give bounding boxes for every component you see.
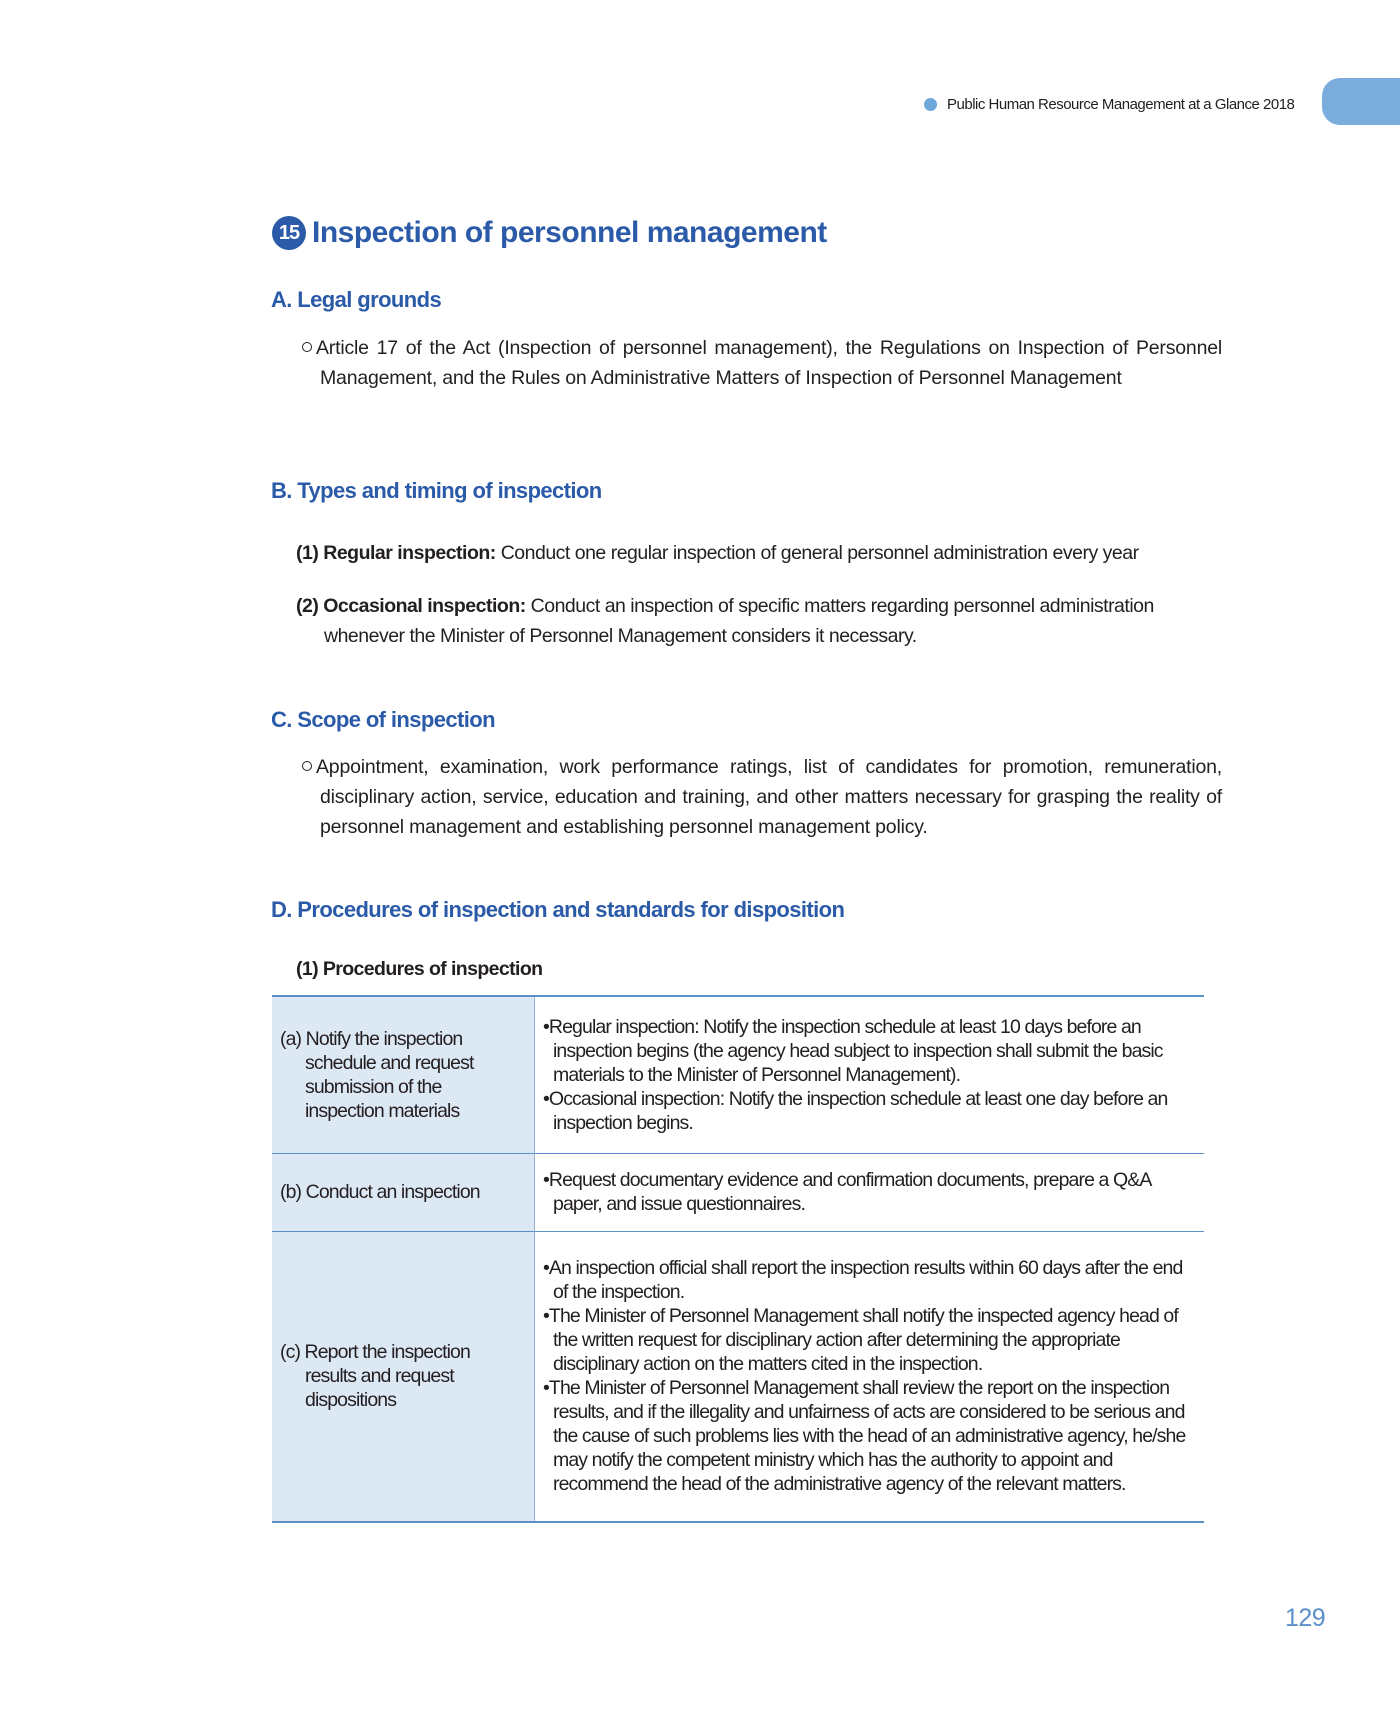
section-c-paragraph bbox=[302, 752, 1222, 842]
title-text: Inspection of personnel management bbox=[312, 216, 827, 249]
page-number: 129 bbox=[1285, 1604, 1326, 1632]
item-label: (1) Regular inspection: bbox=[296, 542, 496, 564]
step-text: (b) Conduct an inspection bbox=[280, 1181, 480, 1203]
procedures-subheading: (1) Procedures of inspection bbox=[296, 958, 543, 980]
section-c-text: Appointment, examination, work performance ratings, list of candidates for promotion, remuneration, disciplinary action, service, education and training, and other matters necessary for grasping the reality of personnel management and establishing personnel management policy. bbox=[316, 756, 1222, 838]
item-label: (2) Occasional inspection: bbox=[296, 595, 526, 617]
numbered-item-occasional bbox=[296, 591, 1232, 651]
chapter-tab bbox=[1322, 78, 1400, 125]
running-header-text: Public Human Resource Management at a Glance 2018 bbox=[947, 95, 1295, 113]
table-row bbox=[272, 1231, 1204, 1522]
description-cell bbox=[535, 1231, 1205, 1522]
step-text: (c) Report the inspection results and request dispositions bbox=[280, 1341, 470, 1412]
table-row bbox=[272, 996, 1204, 1153]
step-text: (a) Notify the inspection schedule and request submission of the inspection materials bbox=[280, 1027, 474, 1122]
description-bullet: •Occasional inspection: Notify the inspection schedule at least one day before an inspection begins. bbox=[543, 1087, 1168, 1134]
title-number-badge: 15 bbox=[272, 216, 306, 250]
description-bullet: •An inspection official shall report the inspection results within 60 days after the end of the inspection. bbox=[543, 1257, 1183, 1304]
item-text: Conduct one regular inspection of general personnel administration every year bbox=[495, 542, 1139, 564]
section-heading-b: B. Types and timing of inspection bbox=[271, 478, 602, 503]
description-bullet: •Regular inspection: Notify the inspection schedule at least 10 days before an inspection begins (the agency head subject to inspection shall submit the basic materials to the Minister of Personnel Management). bbox=[543, 1015, 1163, 1086]
step-cell bbox=[272, 1231, 535, 1522]
section-heading-a: A. Legal grounds bbox=[271, 287, 442, 312]
section-a-paragraph bbox=[302, 333, 1222, 393]
section-heading-d: D. Procedures of inspection and standards for disposition bbox=[271, 897, 845, 922]
description-cell bbox=[535, 996, 1205, 1153]
description-bullet: •The Minister of Personnel Management shall notify the inspected agency head of the written request for disciplinary action after determining the appropriate disciplinary action on the matters cited in the inspection. bbox=[543, 1305, 1178, 1376]
procedures-table bbox=[272, 995, 1204, 1523]
description-bullet: •The Minister of Personnel Management shall review the report on the inspection results, and if the illegality and unfairness of acts are considered to be serious and the cause of such problems lies with the head of an administrative agency, he/she may notify the competent ministry which has the authority to appoint and recommend the head of the administrative agency of the relevant matters. bbox=[543, 1377, 1186, 1496]
circle-bullet-icon bbox=[302, 761, 312, 771]
numbered-item-regular bbox=[296, 538, 1232, 568]
description-cell bbox=[535, 1153, 1205, 1231]
description-bullet: •Request documentary evidence and confirmation documents, prepare a Q&A paper, and issue questionnaires. bbox=[543, 1169, 1151, 1215]
running-header bbox=[924, 92, 1294, 116]
section-a-text: Article 17 of the Act (Inspection of personnel management), the Regulations on Inspection of Personnel Management, and the Rules on Administrative Matters of Inspection of Personnel Management bbox=[316, 337, 1222, 389]
page-title bbox=[272, 216, 827, 250]
bullet-dot-icon bbox=[924, 98, 937, 111]
section-heading-c: C. Scope of inspection bbox=[271, 707, 495, 732]
item-text: Conduct an inspection of specific matters regarding personnel administration whenever the Minister of Personnel Management considers it necessary. bbox=[324, 595, 1154, 647]
step-cell bbox=[272, 996, 535, 1153]
table-row bbox=[272, 1153, 1204, 1231]
circle-bullet-icon bbox=[302, 342, 312, 352]
step-cell bbox=[272, 1153, 535, 1231]
